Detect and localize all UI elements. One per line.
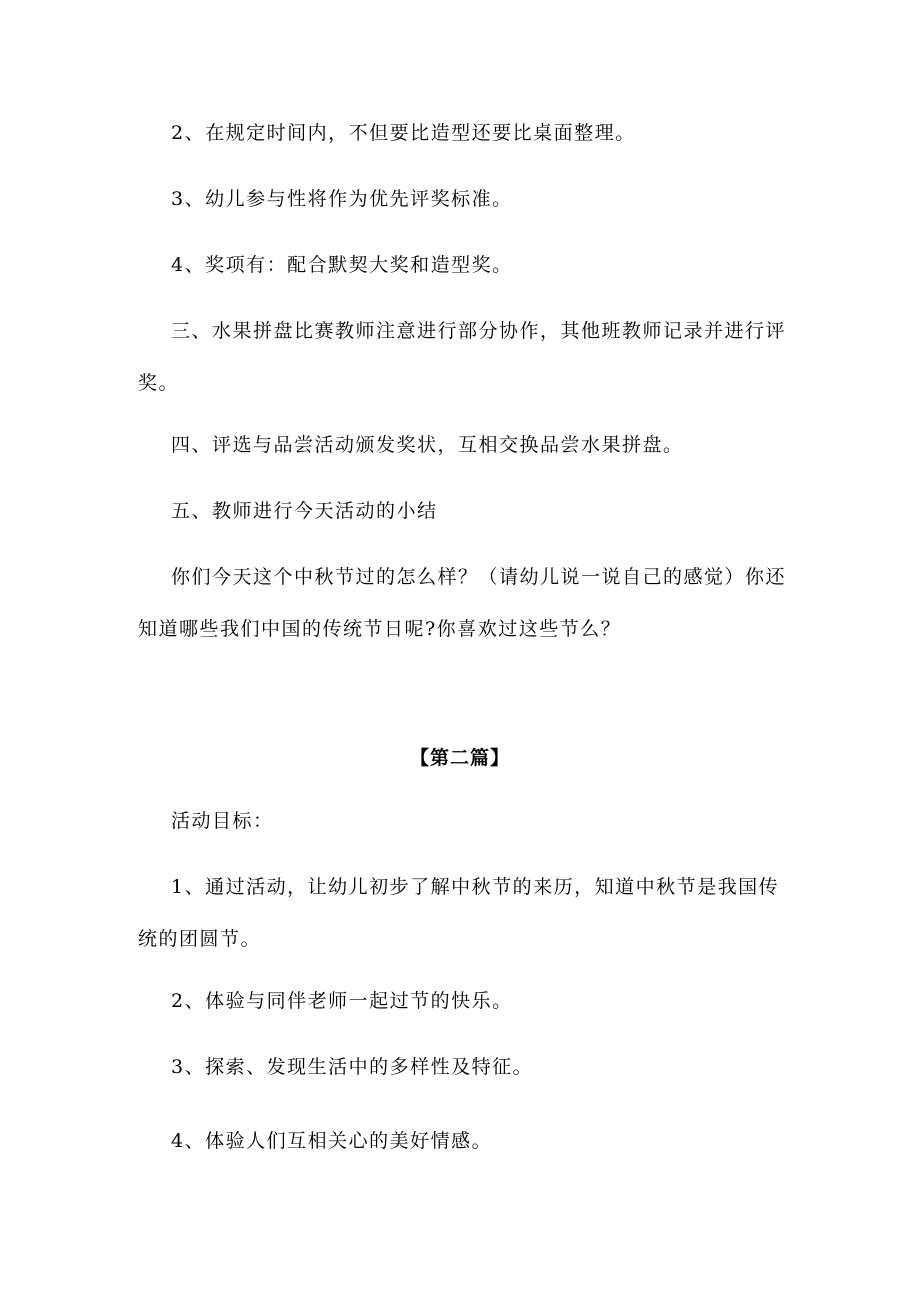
- step-5-paragraph: 五、教师进行今天活动的小结: [171, 500, 438, 522]
- goal-3-paragraph: 3、探索、发现生活中的多样性及特征。: [171, 1056, 534, 1078]
- rule-2-paragraph: 2、在规定时间内，不但要比造型还要比桌面整理。: [171, 122, 636, 144]
- goal-2-paragraph: 2、体验与同伴老师一起过节的快乐。: [171, 990, 513, 1012]
- goal-4-paragraph: 4、体验人们互相关心的美好情感。: [171, 1130, 493, 1152]
- rule-4-paragraph: 4、奖项有：配合默契大奖和造型奖。: [171, 254, 513, 276]
- goals-label: 活动目标：: [171, 810, 274, 832]
- step-4-paragraph: 四、评选与品尝活动颁发奖状，互相交换品尝水果拼盘。: [171, 434, 684, 456]
- goal-1-paragraph: 1、通过活动，让幼儿初步了解中秋节的来历，知道中秋节是我国传统的团圆节。: [138, 876, 780, 950]
- step-3-paragraph: 三、水果拼盘比赛教师注意进行部分协作，其他班教师记录并进行评奖。: [138, 320, 787, 394]
- section-title: 【第二篇】: [409, 747, 510, 769]
- rule-3-paragraph: 3、幼儿参与性将作为优先评奖标准。: [171, 188, 513, 210]
- summary-paragraph: 你们今天这个中秋节过的怎么样？（请幼儿说一说自己的感觉）你还知道哪些我们中国的传统节日呢?你喜欢过这些节么？: [138, 566, 787, 640]
